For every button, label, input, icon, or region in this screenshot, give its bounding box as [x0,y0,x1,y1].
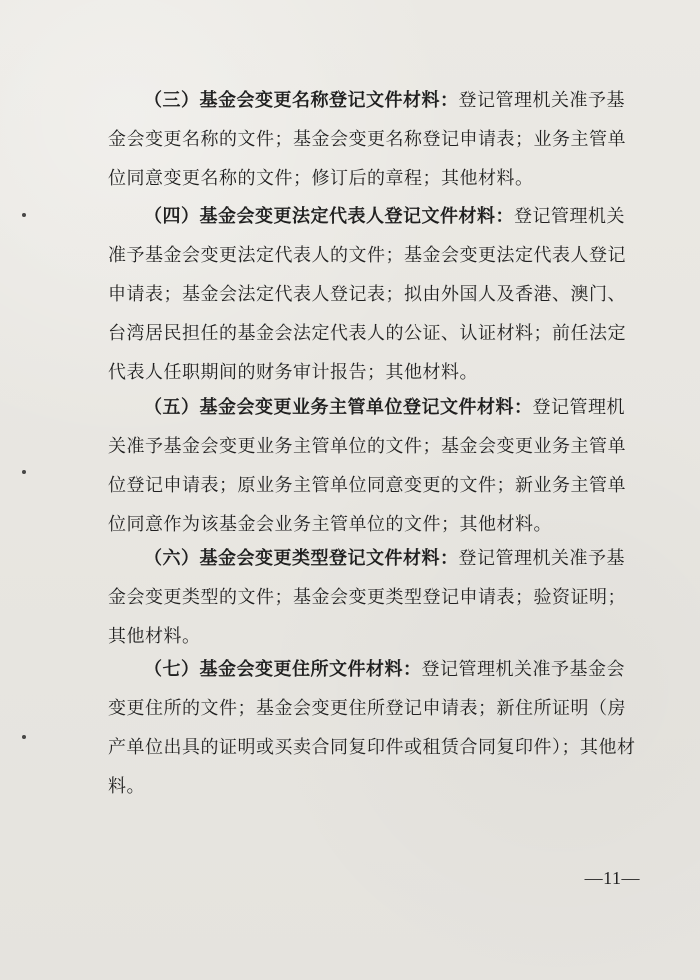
paragraph-3-body: 登记管理机关准予基金会变更名称的文件；基金会变更名称登记申请表；业务主管单位同意变更名称的文件；修订后的章程；其他材料。 [108,90,626,189]
paragraph-3-heading: （三）基金会变更名称登记文件材料： [144,90,459,111]
paragraph-3 [108,81,643,198]
scan-mark-2 [22,470,26,474]
paragraph-5 [108,388,643,544]
paragraph-5-heading: （五）基金会变更业务主管单位登记文件材料： [144,397,533,418]
paragraph-7-body: 登记管理机关准予基金会变更住所的文件；基金会变更住所登记申请表；新住所证明（房产单位出具的证明或买卖合同复印件或租赁合同复印件）；其他材料。 [108,659,636,797]
paragraph-5-body: 登记管理机关准予基金会变更业务主管单位的文件；基金会变更业务主管单位登记申请表；原业务主管单位同意变更的文件；新业务主管单位同意作为该基金会业务主管单位的文件；其他材料。 [108,397,626,535]
paragraph-6-body: 登记管理机关准予基金会变更类型的文件；基金会变更类型登记申请表；验资证明；其他材料。 [108,548,626,647]
paragraph-6-heading: （六）基金会变更类型登记文件材料： [144,548,459,569]
page-number: —11— [584,868,640,888]
scan-mark-3 [22,735,26,739]
paragraph-6 [108,539,643,656]
paragraph-4-body: 登记管理机关准予基金会变更法定代表人的文件；基金会变更法定代表人登记申请表；基金会法定代表人登记表；拟由外国人及香港、澳门、台湾居民担任的基金会法定代表人的公证、认证材料；前任法定代表人任职期间的财务审计报告；其他材料。 [108,206,626,383]
paragraph-4-heading: （四）基金会变更法定代表人登记文件材料： [144,206,514,227]
scan-mark-1 [22,213,26,217]
paragraph-7-heading: （七）基金会变更住所文件材料： [144,659,422,680]
paragraph-7 [108,650,643,806]
paragraph-4 [108,197,643,392]
